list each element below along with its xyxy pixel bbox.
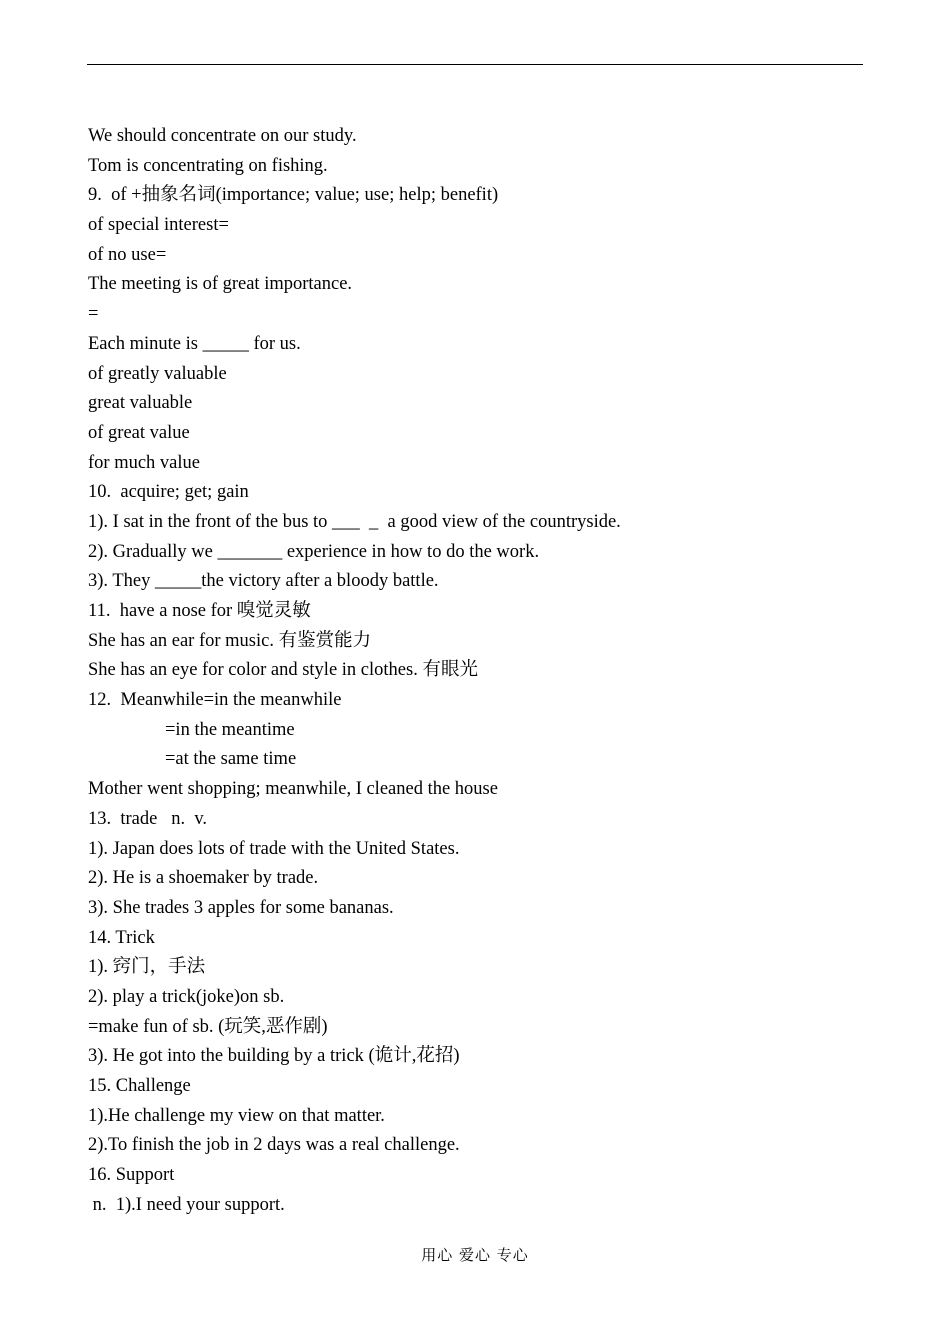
section-heading: 15. Challenge [88,1076,191,1096]
text-line: Tom is concentrating on fishing. [88,155,328,176]
section-heading: 16. Support [88,1165,175,1186]
text-line: 1). I sat in the front of the bus to ___ _ a good view of the countryside. [88,511,621,532]
text-line: of special interest= [88,215,229,236]
text-line: 1).He challenge my view on that matter. [88,1105,385,1126]
section-heading: 13. trade n. v. [88,808,208,829]
section-heading: 10. acquire; get; gain [88,482,249,503]
text-line-indented: =in the meantime [165,719,295,740]
section-heading: 11. have a nose for 嗅觉灵敏 [88,601,311,621]
text-line: n. 1).I need your support. [88,1194,285,1215]
text-line: 3). She trades 3 apples for some bananas. [88,897,394,918]
text-line: of great value [88,422,190,443]
document-body [88,122,868,1220]
section-heading: 12. Meanwhile=in the meanwhile [88,690,342,711]
section-heading: 9. of +抽象名词(importance; value; use; help; benefit) [88,185,499,206]
text-line: Mother went shopping; meanwhile, I cleaned the house [88,779,498,800]
text-line: of no use= [88,244,167,265]
text-line: Each minute is _____ for us. [88,333,301,354]
text-line: 2). play a trick(joke)on sb. [88,986,285,1007]
text-line: 1). 窍门，手法 [88,957,206,978]
page-footer: 用心 爱心 专心 [421,1246,529,1264]
text-line: The meeting is of great importance. [88,274,353,295]
text-line-indented: =at the same time [165,749,297,770]
text-line: 3). They _____the victory after a bloody battle. [88,571,439,592]
text-line: She has an eye for color and style in clothes. 有眼光 [88,660,478,681]
section-heading: 14. Trick [88,927,155,948]
text-line: of greatly valuable [88,363,227,384]
text-line: = [88,304,99,325]
text-line: =make fun of sb. (玩笑,恶作剧) [88,1016,328,1037]
header-rule [87,64,863,65]
text-line: 1). Japan does lots of trade with the United States. [88,838,460,859]
text-line: for much value [88,452,200,473]
text-line: 3). He got into the building by a trick (诡计,花招) [88,1046,460,1067]
text-line: great valuable [88,393,193,414]
text-line: 2). Gradually we _______ experience in how to do the work. [88,541,540,562]
text-line: She has an ear for music. 有鉴赏能力 [88,630,372,651]
text-line: We should concentrate on our study. [88,126,357,146]
text-line: 2). He is a shoemaker by trade. [88,868,319,889]
text-line: 2).To finish the job in 2 days was a real challenge. [88,1135,460,1156]
